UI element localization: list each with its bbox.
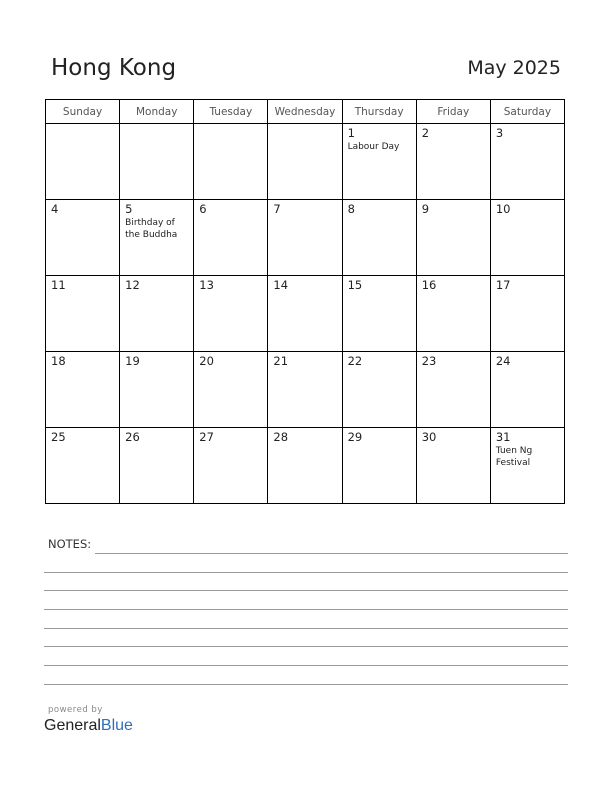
day-cell	[490, 124, 564, 200]
day-number: 26	[125, 430, 140, 444]
weekday-header: Tuesday	[194, 100, 268, 124]
week-row	[46, 276, 565, 352]
day-number: 24	[495, 354, 511, 368]
day-number: 30	[421, 430, 437, 444]
day-number: 9	[421, 202, 430, 216]
day-number: 29	[347, 430, 363, 444]
day-cell	[490, 200, 564, 276]
week-row	[46, 352, 565, 428]
weekday-header: Sunday	[46, 100, 120, 124]
day-cell	[46, 124, 120, 200]
weekday-header: Monday	[120, 100, 194, 124]
holiday-label: Birthday of the Buddha	[125, 218, 178, 240]
day-number: 25	[51, 430, 66, 444]
day-cell	[342, 124, 416, 200]
day-cell	[342, 200, 416, 276]
day-number: 17	[495, 278, 511, 292]
note-line	[44, 572, 568, 573]
day-number: 7	[273, 202, 281, 216]
note-line	[44, 628, 568, 629]
day-cell	[268, 276, 342, 352]
day-number: 19	[125, 354, 140, 368]
day-number: 20	[199, 354, 214, 368]
day-number: 2	[421, 126, 430, 140]
day-number: 27	[199, 430, 214, 444]
day-number: 6	[199, 202, 207, 216]
note-line	[44, 684, 568, 685]
day-number: 1	[347, 126, 355, 140]
day-number: 16	[421, 278, 437, 292]
day-number: 31	[495, 430, 511, 444]
holiday-label: Tuen Ng Festival	[495, 446, 533, 468]
week-row	[46, 428, 565, 504]
day-cell	[416, 352, 490, 428]
day-cell	[342, 352, 416, 428]
day-number: 8	[347, 202, 355, 216]
day-cell	[194, 352, 268, 428]
day-cell	[342, 276, 416, 352]
day-cell	[46, 352, 120, 428]
day-number: 23	[421, 354, 437, 368]
weekday-header-row	[46, 100, 565, 124]
day-cell	[120, 200, 194, 276]
note-line	[44, 646, 568, 647]
day-cell	[416, 200, 490, 276]
day-number: 13	[199, 278, 214, 292]
day-cell	[416, 124, 490, 200]
day-cell	[46, 276, 120, 352]
day-number: 12	[125, 278, 140, 292]
day-cell	[268, 200, 342, 276]
brand-logo-part2: Blue	[100, 717, 133, 734]
note-line	[44, 665, 568, 666]
note-line	[95, 553, 568, 554]
day-number: 22	[347, 354, 363, 368]
day-cell	[46, 200, 120, 276]
weekday-header: Wednesday	[268, 100, 342, 124]
week-row	[46, 124, 565, 200]
day-number: 21	[273, 354, 289, 368]
day-cell	[120, 124, 194, 200]
day-number: 5	[125, 202, 133, 216]
day-number: 14	[273, 278, 289, 292]
day-number: 11	[51, 278, 66, 292]
day-cell	[342, 428, 416, 504]
day-cell	[194, 428, 268, 504]
day-number: 15	[347, 278, 363, 292]
day-cell	[194, 124, 268, 200]
day-cell	[416, 276, 490, 352]
day-number: 18	[51, 354, 66, 368]
month-title: May 2025	[467, 57, 561, 79]
day-cell	[120, 276, 194, 352]
day-number: 28	[273, 430, 289, 444]
weekday-header: Friday	[416, 100, 490, 124]
day-cell	[120, 428, 194, 504]
day-cell	[120, 352, 194, 428]
notes-label: NOTES:	[48, 537, 92, 551]
weekday-header: Saturday	[490, 100, 564, 124]
weekday-header: Thursday	[342, 100, 416, 124]
day-cell	[268, 124, 342, 200]
day-cell	[490, 352, 564, 428]
day-cell	[490, 428, 564, 504]
day-number: 4	[51, 202, 59, 216]
holiday-label: Labour Day	[347, 142, 400, 152]
week-row	[46, 200, 565, 276]
brand-logo[interactable]	[44, 717, 133, 735]
day-number: 10	[495, 202, 511, 216]
day-cell	[46, 428, 120, 504]
day-number: 3	[495, 126, 504, 140]
day-cell	[416, 428, 490, 504]
brand-logo-part1: General	[44, 717, 101, 734]
day-cell	[268, 352, 342, 428]
day-cell	[194, 200, 268, 276]
day-cell	[194, 276, 268, 352]
note-line	[44, 590, 568, 591]
powered-by-text: powered by	[48, 705, 103, 715]
day-cell	[268, 428, 342, 504]
note-line	[44, 609, 568, 610]
day-cell	[490, 276, 564, 352]
region-title: Hong Kong	[51, 55, 177, 81]
calendar-grid	[45, 99, 565, 504]
